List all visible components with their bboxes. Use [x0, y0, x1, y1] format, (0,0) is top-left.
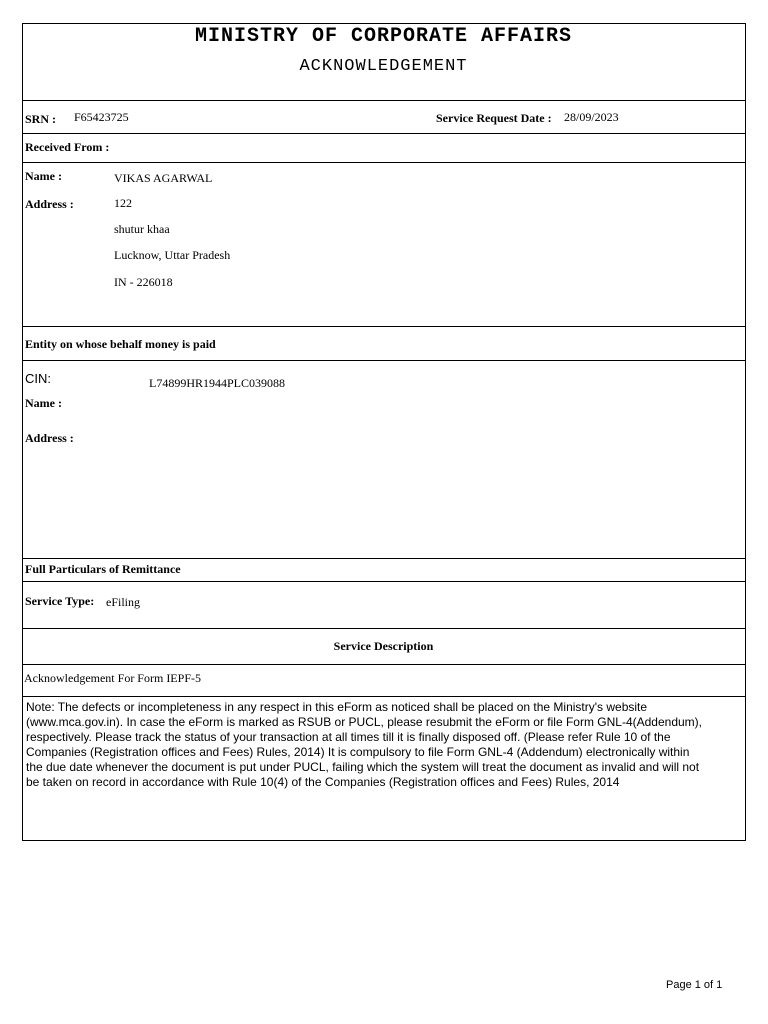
entity-cin-label: CIN:	[25, 371, 51, 386]
service-type-label: Service Type:	[25, 594, 95, 608]
page-number: Page 1 of 1	[666, 979, 723, 991]
divider-header	[22, 100, 746, 101]
srn-label: SRN :	[25, 112, 57, 126]
service-request-date-label: Service Request Date :	[436, 111, 552, 125]
entity-heading: Entity on whose behalf money is paid	[25, 337, 216, 351]
note-text	[26, 700, 742, 790]
note-line-5: the due date whenever the document is put under PUCL, failing which the system will treat the document as invalid and will not	[26, 760, 700, 774]
divider-address	[22, 326, 746, 327]
divider-entity-body	[22, 558, 746, 559]
received-address-label: Address :	[25, 197, 74, 211]
received-address-line-4: IN - 226018	[114, 275, 173, 289]
entity-address-label: Address :	[25, 431, 74, 445]
note-line-1: Note: The defects or incompleteness in any respect in this eForm as noticed shall be placed on the Ministry's website	[26, 700, 648, 714]
received-address-line-3: Lucknow, Uttar Pradesh	[114, 248, 231, 262]
page-subtitle: ACKNOWLEDGEMENT	[299, 57, 468, 76]
received-name-value: VIKAS AGARWAL	[114, 171, 213, 185]
frame-left	[22, 23, 23, 841]
service-description-heading: Service Description	[333, 639, 434, 653]
divider-service-desc	[22, 664, 746, 665]
divider-service-type	[22, 628, 746, 629]
frame-right	[745, 23, 746, 841]
received-from-heading: Received From :	[25, 140, 110, 154]
divider-remittance	[22, 581, 746, 582]
divider-service-value	[22, 696, 746, 697]
divider-srn	[22, 133, 746, 134]
entity-cin-value: L74899HR1944PLC039088	[149, 376, 286, 390]
received-address-line-1: 122	[114, 196, 132, 210]
note-line-2: (www.mca.gov.in). In case the eForm is marked as RSUB or PUCL, please resubmit the eForm or file Form GNL-4(Addendum),	[26, 715, 703, 729]
frame-top	[22, 23, 746, 24]
divider-entity	[22, 360, 746, 361]
frame-bottom	[22, 840, 746, 841]
srn-value: F65423725	[74, 110, 129, 124]
note-line-4: Companies (Registration offices and Fees) Rules, 2014) It is compulsory to file Form GNL-4 (Addendum) electronically within	[26, 745, 690, 759]
page-title: MINISTRY OF CORPORATE AFFAIRS	[194, 25, 573, 48]
remittance-heading: Full Particulars of Remittance	[25, 562, 181, 576]
entity-name-label: Name :	[25, 396, 62, 410]
service-request-date-value: 28/09/2023	[564, 110, 619, 124]
received-address-line-2: shutur khaa	[114, 222, 170, 236]
note-line-6: be taken on record in accordance with Rule 10(4) of the Companies (Registration offices and Fees) Rules, 2014	[26, 775, 620, 789]
service-description-value: Acknowledgement For Form IEPF-5	[24, 671, 201, 685]
received-name-label: Name :	[25, 169, 62, 183]
note-line-3: respectively. Please track the status of your transaction at all times till it is finally disposed off. (Please refer Rule 10 of the	[26, 730, 671, 744]
service-type-value: eFiling	[106, 595, 141, 609]
divider-received	[22, 162, 746, 163]
